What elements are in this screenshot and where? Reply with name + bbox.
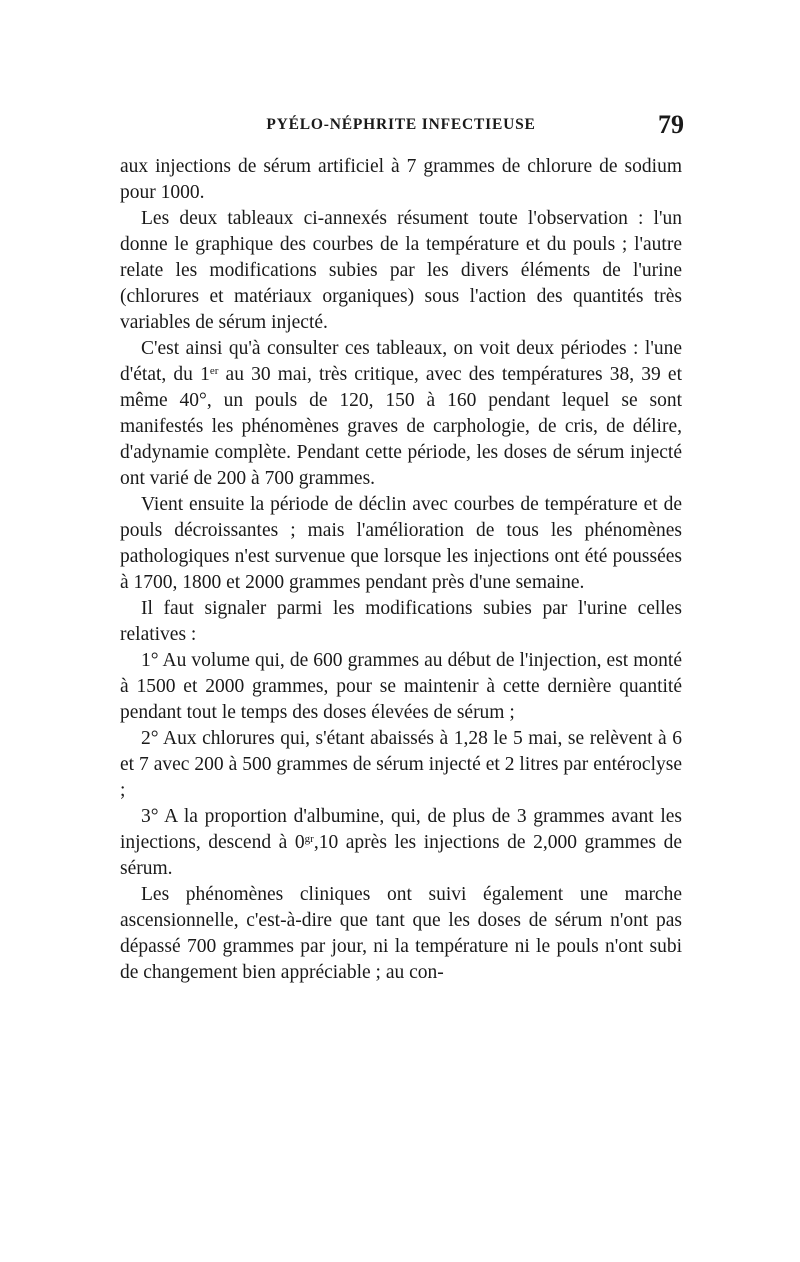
- list-item-albumine-text-a: 3° A la proportion d'albumine, qui, de plus de 3 grammes avant les injections, descend à 0: [120, 806, 682, 853]
- paragraph-3: [120, 336, 682, 492]
- paragraph-5: Il faut signaler parmi les modifications subies par l'urine celles relatives :: [120, 598, 682, 645]
- list-item-albumine-superscript: gr: [304, 832, 314, 845]
- paragraph-3-superscript: er: [209, 364, 219, 377]
- list-item-chlorures: 2° Aux chlorures qui, s'étant abaissés à 1,28 le 5 mai, se relèvent à 6 et 7 avec 200 à 500 grammes de sérum injecté et 2 litres par entéroclyse ;: [120, 728, 682, 801]
- paragraph-1: aux injections de sérum artificiel à 7 grammes de chlorure de sodium pour 1000.: [120, 156, 682, 203]
- running-title: PYÉLO-NÉPHRITE INFECTIEUSE: [266, 116, 536, 133]
- page-number: 79: [658, 110, 684, 139]
- list-item-volume: 1° Au volume qui, de 600 grammes au début de l'injection, est monté à 1500 et 2000 grammes, pour se maintenir à cette dernière quantité pendant tout le temps des doses élevées de sérum ;: [120, 650, 682, 723]
- paragraph-9: Les phénomènes cliniques ont suivi également une marche ascensionnelle, c'est-à-dire que tant que les doses de sérum n'ont pas dépassé 700 grammes par jour, ni la température ni le pouls n'ont subi de changement bien appréciable ; au con-: [120, 884, 682, 983]
- list-item-albumine: [120, 804, 682, 882]
- body-text: [120, 154, 682, 986]
- paragraph-3-text-a: C'est ainsi qu'à consulter ces tableaux, on voit deux périodes : l'une d'état, du 1: [120, 338, 682, 385]
- paragraph-3-text-b: au 30 mai, très critique, avec des températures 38, 39 et même 40°, un pouls de 120, 150 à 160 pendant lequel se sont manifestés les phénomènes graves de carphologie, de cris, de délire, d'adynamie complète. Pendant cette période, les doses de sérum injecté ont varié de 200 à 700 grammes.: [120, 364, 682, 489]
- page-header: [120, 110, 682, 146]
- list-item-albumine-text-b: ,10 après les injections de 2,000 grammes de sérum.: [120, 832, 682, 879]
- paragraph-2: Les deux tableaux ci-annexés résument toute l'observation : l'un donne le graphique des courbes de la température et du pouls ; l'autre relate les modifications subies par les divers éléments de l'urine (chlorures et matériaux organiques) sous l'action des quantités très variables de sérum injecté.: [120, 208, 682, 333]
- paragraph-4: Vient ensuite la période de déclin avec courbes de température et de pouls décroissantes ; mais l'amélioration de tous les phénomènes pathologiques n'est survenue que lorsque les injections ont été poussées à 1700, 1800 et 2000 grammes pendant près d'une semaine.: [120, 494, 682, 593]
